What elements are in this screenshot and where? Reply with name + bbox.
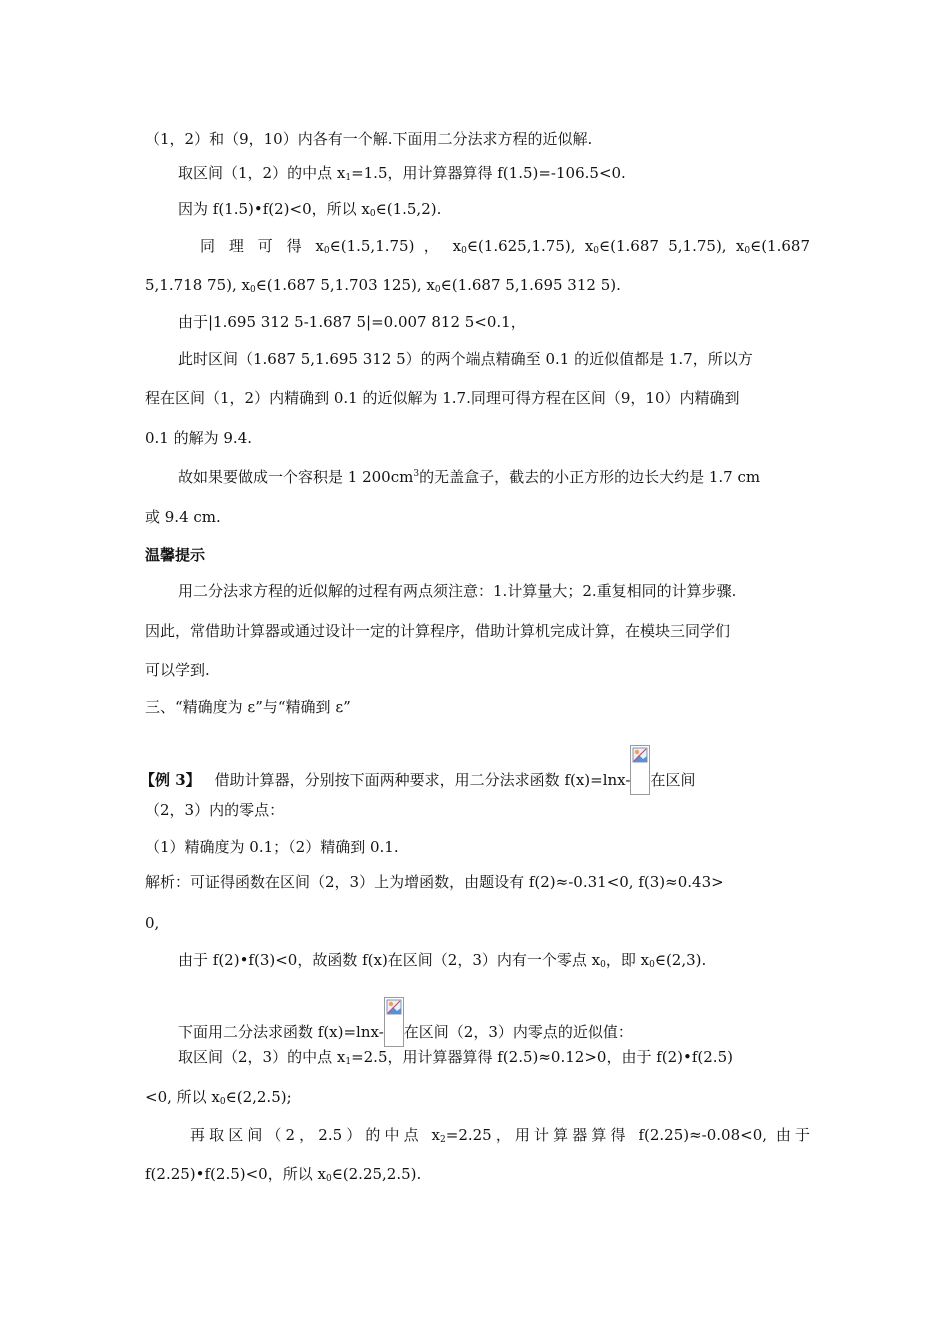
paragraph-similarly-cont: 5,1.718 75), $x_0\in(1.687$ 5,1.703 125), $x_0\in(1.687$ 5,1.695 312 5). bbox=[145, 276, 621, 295]
example-3-requirements: （1）精确度为 0.1；（2）精确到 0.1. bbox=[145, 838, 399, 856]
solution-line-2: 由于 f(2)•f(3)<0，故函数 f(x)在区间（2，3）内有一个零点 $x_0$，即 $x_0\in(2,3)$. bbox=[178, 951, 707, 970]
tip-text-2: 因此，常借助计算器或通过设计一定的计算程序，借助计算机完成计算，在模块三同学们 bbox=[145, 622, 731, 640]
solution-line-4: 取区间（2，3）的中点 $x_1=2.5$，用计算器算得 f(2.5)≈0.12>0，由于 f(2)•f(2.5) bbox=[178, 1048, 733, 1067]
tip-text-1: 用二分法求方程的近似解的过程有两点须注意：1.计算量大；2.重复相同的计算步骤. bbox=[178, 582, 737, 600]
formula-image-placeholder bbox=[384, 997, 404, 1047]
section-heading-3: 三、“精确度为 ε”与“精确到 ε” bbox=[145, 698, 351, 716]
paragraph-intro: （1，2）和（9，10）内各有一个解.下面用二分法求方程的近似解. bbox=[145, 130, 593, 148]
example-3: 【例 3】 借助计算器，分别按下面两种要求，用二分法求函数 f(x)=lnx- 在区间 bbox=[140, 745, 810, 795]
paragraph-box-answer: 故如果要做成一个容积是 1 $200cm^3$的无盖盒子，截去的小正方形的边长大约是 1.7 cm bbox=[178, 468, 761, 486]
tip-text-3: 可以学到. bbox=[145, 661, 210, 679]
solution-line-6: 再取区间（2，2.5）的中点 $x_2=2.25$，用计算器算得 f(2.25)≈-0.08<0, 由于 bbox=[190, 1126, 810, 1145]
solution-line-1: 解析：可证得函数在区间（2，3）上为增函数，由题设有 f(2)≈-0.31<0, f(3)≈0.43> bbox=[145, 873, 724, 891]
paragraph-conclusion: 此时区间（1.687 5,1.695 312 5）的两个端点精确至 0.1 的近似值都是 1.7，所以方 bbox=[178, 350, 753, 368]
formula-image-placeholder bbox=[630, 745, 650, 795]
paragraph-difference: 由于|1.695 312 5-1.687 5|=0.007 812 5<0.1， bbox=[178, 313, 526, 331]
paragraph-conclusion-2: 程在区间（1，2）内精确到 0.1 的近似解为 1.7.同理可得方程在区间（9，10）内精确到 bbox=[145, 389, 740, 407]
paragraph-step1: 取区间（1，2）的中点 $x_1=1.5$，用计算器算得 f(1.5)=-106.5<0. bbox=[178, 164, 626, 183]
paragraph-conclusion-3: 0.1 的解为 9.4. bbox=[145, 429, 253, 447]
paragraph-step2: 因为 f(1.5)•f(2)<0，所以 $x_0\in(1.5,2)$. bbox=[178, 200, 442, 219]
solution-line-3: 下面用二分法求函数 f(x)=lnx- 在区间（2，3）内零点的近似值： bbox=[178, 997, 810, 1047]
paragraph-box-answer-2: 或 9.4 cm. bbox=[145, 508, 221, 526]
tip-heading: 温馨提示 bbox=[145, 546, 206, 564]
solution-line-5: <0, 所以 $x_0\in(2,2.5)$; bbox=[145, 1088, 292, 1107]
solution-line-1b: 0, bbox=[145, 914, 160, 932]
paragraph-similarly: 同 理 可 得 $x_0\in(1.5,1.75)$ ， $x_0\in(1.625,1.75)$, $x_0\in(1.687$ 5,1.75), $x_0\in(1.687$ bbox=[200, 237, 810, 256]
example-3-interval: （2，3）内的零点： bbox=[145, 801, 285, 819]
solution-line-7: f(2.25)•f(2.5)<0，所以 $x_0\in(2.25,2.5)$. bbox=[145, 1165, 422, 1184]
